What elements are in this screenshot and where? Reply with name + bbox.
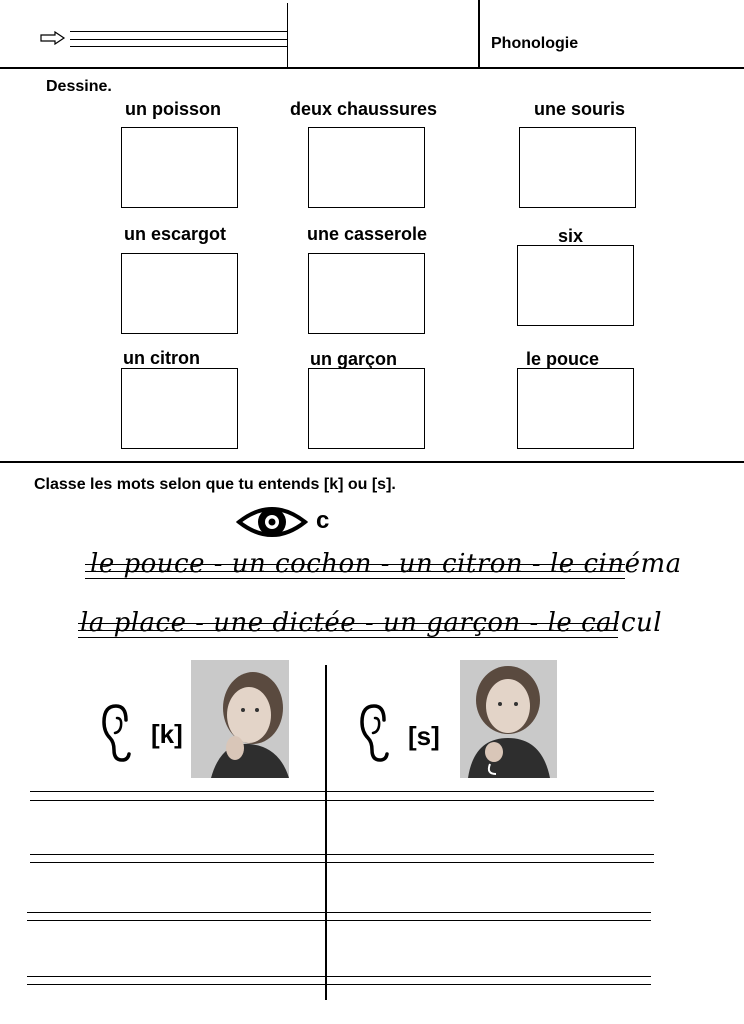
answer-line-guide xyxy=(30,862,654,863)
header-divider-1 xyxy=(287,3,288,67)
ear-icon xyxy=(358,702,392,764)
ear-icon xyxy=(100,702,134,764)
header-bottom-border xyxy=(0,67,744,69)
answer-line-guide xyxy=(27,920,651,921)
item-label: une casserole xyxy=(307,224,428,244)
drawing-box[interactable] xyxy=(517,368,634,449)
header-divider-2 xyxy=(478,0,480,68)
answer-line-guide xyxy=(27,984,651,985)
item-label: un poisson xyxy=(125,99,221,119)
item-label: le pouce xyxy=(526,349,600,369)
classify-instruction: Classe les mots selon que tu entends [k] ou [s]. xyxy=(34,476,396,493)
answer-line[interactable] xyxy=(30,854,654,855)
answer-line[interactable] xyxy=(27,912,651,913)
phoneme-s-label: [s] xyxy=(408,721,440,751)
phoneme-k-label: [k] xyxy=(151,719,183,749)
item-label: un escargot xyxy=(124,224,227,244)
drawing-box[interactable] xyxy=(121,368,238,449)
item-label: un garçon xyxy=(310,349,398,369)
cursive-word-line-2: la place - une dictée - un garçon - le calcul xyxy=(80,608,663,638)
item-label: six xyxy=(558,226,584,246)
item-label: deux chaussures xyxy=(290,99,438,119)
item-label: un citron xyxy=(123,348,200,368)
drawing-box[interactable] xyxy=(308,253,425,334)
column-divider xyxy=(325,665,327,1000)
draw-instruction: Dessine. xyxy=(46,78,112,95)
drawing-box[interactable] xyxy=(519,127,636,208)
section-divider xyxy=(0,461,744,463)
gesture-photo-k xyxy=(191,660,289,778)
item-label: une souris xyxy=(534,99,626,119)
answer-line-guide xyxy=(30,800,654,801)
answer-line[interactable] xyxy=(27,976,651,977)
cursive-word-line-1: le pouce - un cochon - un citron - le cinéma xyxy=(90,549,682,579)
drawing-box[interactable] xyxy=(121,127,238,208)
arrow-right-outline-icon xyxy=(40,31,66,45)
eye-letter: c xyxy=(316,507,330,534)
gesture-photo-s xyxy=(460,660,557,778)
answer-line[interactable] xyxy=(30,791,654,792)
drawing-box[interactable] xyxy=(517,245,634,326)
girl-gesture-s-image xyxy=(460,660,557,778)
name-line-bottom xyxy=(70,46,288,47)
drawing-box[interactable] xyxy=(308,368,425,449)
drawing-box[interactable] xyxy=(121,253,238,334)
eye-icon xyxy=(236,500,308,544)
name-line-mid[interactable] xyxy=(70,39,288,40)
subject-title: Phonologie xyxy=(491,35,579,52)
drawing-box[interactable] xyxy=(308,127,425,208)
girl-gesture-k-image xyxy=(191,660,289,778)
name-line-top xyxy=(70,31,288,32)
